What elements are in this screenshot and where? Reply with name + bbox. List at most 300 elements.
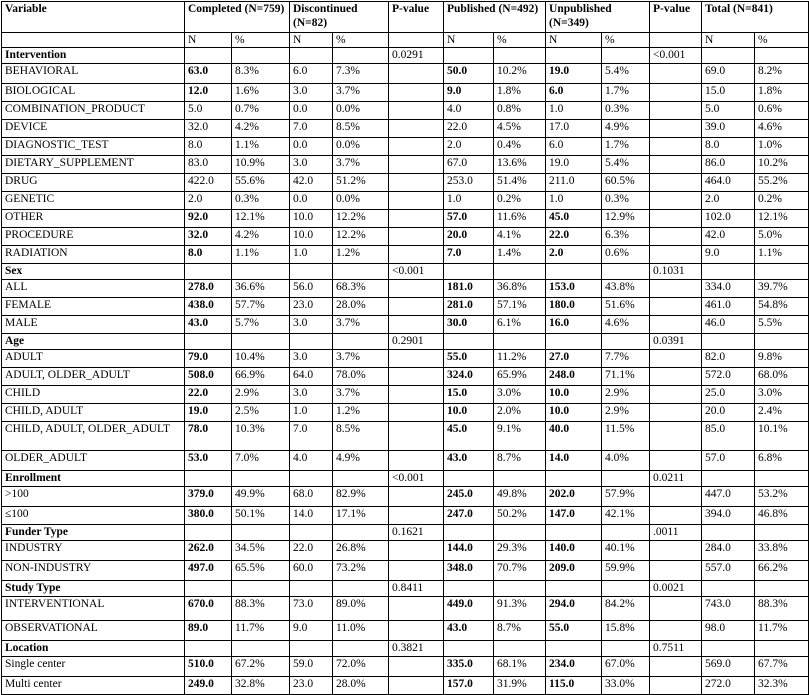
subheader-pct: % — [333, 33, 389, 48]
unpublished-n: 209.0 — [546, 561, 602, 581]
total-pct: 4.6% — [755, 120, 809, 138]
published-pct: 70.7% — [494, 561, 546, 581]
total-pct: 54.8% — [755, 298, 809, 316]
row-label: ≤100 — [2, 507, 185, 525]
empty-cell — [650, 138, 702, 156]
empty-cell — [650, 316, 702, 334]
empty-cell — [602, 48, 650, 64]
unpublished-pct: 57.9% — [602, 487, 650, 507]
table-row — [2, 386, 809, 404]
total-n: 42.0 — [702, 228, 755, 246]
header-variable: Variable — [2, 2, 185, 33]
empty-cell — [650, 597, 702, 621]
total-n: 5.0 — [702, 102, 755, 120]
unpublished-pct: 59.9% — [602, 561, 650, 581]
empty-cell — [389, 316, 444, 334]
empty-cell — [755, 641, 809, 657]
completed-n: 92.0 — [185, 210, 232, 228]
section-pvalue-1: 0.2901 — [389, 334, 444, 350]
total-n: 39.0 — [702, 120, 755, 138]
empty-cell — [389, 246, 444, 264]
completed-n: 670.0 — [185, 597, 232, 621]
published-n: 4.0 — [444, 102, 494, 120]
published-n: 348.0 — [444, 561, 494, 581]
discontinued-pct: 78.0% — [333, 368, 389, 386]
discontinued-n: 3.0 — [290, 350, 333, 368]
empty-cell — [389, 174, 444, 192]
published-n: 67.0 — [444, 156, 494, 174]
published-n: 1.0 — [444, 192, 494, 210]
table-row — [2, 451, 809, 471]
empty-cell — [185, 641, 232, 657]
subheader-pct: % — [232, 33, 290, 48]
unpublished-n: 211.0 — [546, 174, 602, 192]
completed-n: 78.0 — [185, 422, 232, 451]
unpublished-n: 115.0 — [546, 677, 602, 695]
discontinued-pct: 28.0% — [333, 298, 389, 316]
unpublished-pct: 2.9% — [602, 386, 650, 404]
total-pct: 33.8% — [755, 541, 809, 561]
empty-cell — [185, 264, 232, 280]
completed-pct: 32.8% — [232, 677, 290, 695]
completed-pct: 7.0% — [232, 451, 290, 471]
empty-cell — [702, 581, 755, 597]
completed-pct: 10.4% — [232, 350, 290, 368]
discontinued-n: 22.0 — [290, 541, 333, 561]
discontinued-pct: 0.0% — [333, 192, 389, 210]
total-pct: 67.7% — [755, 657, 809, 677]
discontinued-pct: 68.3% — [333, 280, 389, 298]
subheader-empty — [389, 33, 444, 48]
section-title: Funder Type — [2, 525, 185, 541]
empty-cell — [546, 48, 602, 64]
empty-cell — [389, 597, 444, 621]
discontinued-n: 7.0 — [290, 120, 333, 138]
unpublished-pct: 15.8% — [602, 621, 650, 641]
empty-cell — [650, 192, 702, 210]
empty-cell — [650, 487, 702, 507]
discontinued-pct: 3.7% — [333, 386, 389, 404]
published-n: 7.0 — [444, 246, 494, 264]
completed-n: 53.0 — [185, 451, 232, 471]
completed-pct: 65.5% — [232, 561, 290, 581]
empty-cell — [290, 471, 333, 487]
empty-cell — [702, 334, 755, 350]
empty-cell — [702, 264, 755, 280]
completed-pct: 8.3% — [232, 64, 290, 84]
discontinued-pct: 51.2% — [333, 174, 389, 192]
discontinued-pct: 73.2% — [333, 561, 389, 581]
unpublished-pct: 0.3% — [602, 102, 650, 120]
row-label: INTERVENTIONAL — [2, 597, 185, 621]
discontinued-pct: 82.9% — [333, 487, 389, 507]
empty-cell — [494, 581, 546, 597]
published-pct: 1.4% — [494, 246, 546, 264]
empty-cell — [232, 641, 290, 657]
published-pct: 4.5% — [494, 120, 546, 138]
completed-pct: 10.3% — [232, 422, 290, 451]
unpublished-n: 234.0 — [546, 657, 602, 677]
data-table — [1, 1, 809, 695]
empty-cell — [755, 581, 809, 597]
unpublished-n: 294.0 — [546, 597, 602, 621]
subheader-n: N — [444, 33, 494, 48]
unpublished-pct: 4.6% — [602, 316, 650, 334]
completed-pct: 49.9% — [232, 487, 290, 507]
total-n: 98.0 — [702, 621, 755, 641]
discontinued-n: 73.0 — [290, 597, 333, 621]
discontinued-pct: 4.9% — [333, 451, 389, 471]
unpublished-n: 10.0 — [546, 386, 602, 404]
empty-cell — [333, 264, 389, 280]
published-n: 335.0 — [444, 657, 494, 677]
table-row — [2, 404, 809, 422]
table-row — [2, 102, 809, 120]
published-pct: 91.3% — [494, 597, 546, 621]
header-pvalue-2: P-value — [650, 2, 702, 33]
empty-cell — [389, 657, 444, 677]
published-n: 144.0 — [444, 541, 494, 561]
total-n: 284.0 — [702, 541, 755, 561]
unpublished-n: 27.0 — [546, 350, 602, 368]
section-pvalue-1: <0.001 — [389, 264, 444, 280]
empty-cell — [602, 471, 650, 487]
total-pct: 8.2% — [755, 64, 809, 84]
discontinued-pct: 89.0% — [333, 597, 389, 621]
empty-cell — [290, 48, 333, 64]
unpublished-n: 1.0 — [546, 192, 602, 210]
row-label: DIETARY_SUPPLEMENT — [2, 156, 185, 174]
discontinued-pct: 7.3% — [333, 64, 389, 84]
published-n: 10.0 — [444, 404, 494, 422]
completed-n: 262.0 — [185, 541, 232, 561]
empty-cell — [389, 451, 444, 471]
unpublished-n: 10.0 — [546, 404, 602, 422]
total-pct: 12.1% — [755, 210, 809, 228]
empty-cell — [702, 471, 755, 487]
published-pct: 3.0% — [494, 386, 546, 404]
total-pct: 88.3% — [755, 597, 809, 621]
total-n: 394.0 — [702, 507, 755, 525]
empty-cell — [389, 386, 444, 404]
discontinued-pct: 3.7% — [333, 156, 389, 174]
published-n: 22.0 — [444, 120, 494, 138]
empty-cell — [650, 677, 702, 695]
row-label: OTHER — [2, 210, 185, 228]
discontinued-pct: 12.2% — [333, 210, 389, 228]
discontinued-pct: 17.1% — [333, 507, 389, 525]
discontinued-pct: 3.7% — [333, 316, 389, 334]
empty-cell — [389, 64, 444, 84]
section-row — [2, 334, 809, 350]
published-n: 43.0 — [444, 621, 494, 641]
discontinued-n: 59.0 — [290, 657, 333, 677]
empty-cell — [494, 525, 546, 541]
published-pct: 11.2% — [494, 350, 546, 368]
row-label: OBSERVATIONAL — [2, 621, 185, 641]
header-pvalue-1: P-value — [389, 2, 444, 33]
completed-n: 422.0 — [185, 174, 232, 192]
published-n: 253.0 — [444, 174, 494, 192]
empty-cell — [755, 48, 809, 64]
total-pct: 39.7% — [755, 280, 809, 298]
unpublished-n: 6.0 — [546, 138, 602, 156]
discontinued-pct: 3.7% — [333, 350, 389, 368]
empty-cell — [546, 334, 602, 350]
unpublished-pct: 1.7% — [602, 138, 650, 156]
published-n: 281.0 — [444, 298, 494, 316]
total-pct: 53.2% — [755, 487, 809, 507]
table-row — [2, 677, 809, 695]
table-row — [2, 316, 809, 334]
discontinued-n: 1.0 — [290, 246, 333, 264]
header-completed: Completed (N=759) — [185, 2, 290, 33]
empty-cell — [650, 280, 702, 298]
empty-cell — [185, 48, 232, 64]
completed-n: 438.0 — [185, 298, 232, 316]
empty-cell — [389, 298, 444, 316]
empty-cell — [650, 174, 702, 192]
completed-pct: 0.7% — [232, 102, 290, 120]
total-pct: 1.0% — [755, 138, 809, 156]
discontinued-n: 56.0 — [290, 280, 333, 298]
unpublished-pct: 5.4% — [602, 64, 650, 84]
unpublished-n: 6.0 — [546, 84, 602, 102]
completed-pct: 67.2% — [232, 657, 290, 677]
completed-pct: 4.2% — [232, 228, 290, 246]
completed-n: 278.0 — [185, 280, 232, 298]
discontinued-n: 7.0 — [290, 422, 333, 451]
empty-cell — [650, 657, 702, 677]
subheader-n: N — [185, 33, 232, 48]
published-n: 15.0 — [444, 386, 494, 404]
empty-cell — [650, 404, 702, 422]
empty-cell — [444, 525, 494, 541]
table-body — [2, 48, 809, 695]
empty-cell — [546, 641, 602, 657]
completed-pct: 55.6% — [232, 174, 290, 192]
discontinued-pct: 28.0% — [333, 677, 389, 695]
empty-cell — [389, 404, 444, 422]
section-title: Location — [2, 641, 185, 657]
total-n: 743.0 — [702, 597, 755, 621]
unpublished-n: 248.0 — [546, 368, 602, 386]
completed-pct: 57.7% — [232, 298, 290, 316]
subheader-row — [2, 33, 809, 48]
empty-cell — [444, 641, 494, 657]
unpublished-pct: 43.8% — [602, 280, 650, 298]
unpublished-pct: 7.7% — [602, 350, 650, 368]
discontinued-pct: 26.8% — [333, 541, 389, 561]
unpublished-n: 140.0 — [546, 541, 602, 561]
empty-cell — [650, 350, 702, 368]
empty-cell — [389, 368, 444, 386]
completed-n: 32.0 — [185, 228, 232, 246]
section-row — [2, 525, 809, 541]
empty-cell — [333, 581, 389, 597]
published-pct: 57.1% — [494, 298, 546, 316]
published-pct: 51.4% — [494, 174, 546, 192]
total-pct: 10.1% — [755, 422, 809, 451]
empty-cell — [650, 298, 702, 316]
completed-n: 19.0 — [185, 404, 232, 422]
empty-cell — [185, 334, 232, 350]
unpublished-pct: 51.6% — [602, 298, 650, 316]
discontinued-pct: 8.5% — [333, 422, 389, 451]
table-row — [2, 561, 809, 581]
row-label: GENETIC — [2, 192, 185, 210]
unpublished-pct: 11.5% — [602, 422, 650, 451]
completed-pct: 12.1% — [232, 210, 290, 228]
published-n: 9.0 — [444, 84, 494, 102]
discontinued-pct: 8.5% — [333, 120, 389, 138]
empty-cell — [755, 334, 809, 350]
completed-pct: 2.9% — [232, 386, 290, 404]
section-pvalue-1: <0.001 — [389, 471, 444, 487]
discontinued-n: 3.0 — [290, 386, 333, 404]
empty-cell — [650, 561, 702, 581]
total-n: 9.0 — [702, 246, 755, 264]
row-label: COMBINATION_PRODUCT — [2, 102, 185, 120]
discontinued-pct: 1.2% — [333, 246, 389, 264]
published-pct: 50.2% — [494, 507, 546, 525]
discontinued-n: 0.0 — [290, 138, 333, 156]
total-pct: 0.6% — [755, 102, 809, 120]
completed-pct: 11.7% — [232, 621, 290, 641]
header-unpublished: Unpublished (N=349) — [546, 2, 650, 33]
empty-cell — [650, 246, 702, 264]
published-pct: 0.2% — [494, 192, 546, 210]
section-row — [2, 48, 809, 64]
total-n: 86.0 — [702, 156, 755, 174]
row-label: NON-INDUSTRY — [2, 561, 185, 581]
empty-cell — [232, 264, 290, 280]
section-pvalue-1: 0.1621 — [389, 525, 444, 541]
completed-n: 2.0 — [185, 192, 232, 210]
section-pvalue-2: 0.0211 — [650, 471, 702, 487]
subheader-n: N — [702, 33, 755, 48]
total-n: 8.0 — [702, 138, 755, 156]
published-pct: 49.8% — [494, 487, 546, 507]
unpublished-n: 17.0 — [546, 120, 602, 138]
empty-cell — [232, 334, 290, 350]
empty-cell — [650, 156, 702, 174]
completed-n: 8.0 — [185, 246, 232, 264]
published-pct: 36.8% — [494, 280, 546, 298]
discontinued-n: 3.0 — [290, 84, 333, 102]
unpublished-n: 45.0 — [546, 210, 602, 228]
row-label: INDUSTRY — [2, 541, 185, 561]
table-row — [2, 210, 809, 228]
row-label: DRUG — [2, 174, 185, 192]
total-n: 85.0 — [702, 422, 755, 451]
section-title: Sex — [2, 264, 185, 280]
empty-cell — [650, 621, 702, 641]
empty-cell — [333, 48, 389, 64]
total-pct: 0.2% — [755, 192, 809, 210]
completed-n: 22.0 — [185, 386, 232, 404]
empty-cell — [333, 641, 389, 657]
completed-n: 508.0 — [185, 368, 232, 386]
row-label: RADIATION — [2, 246, 185, 264]
completed-n: 12.0 — [185, 84, 232, 102]
table-row — [2, 507, 809, 525]
published-pct: 65.9% — [494, 368, 546, 386]
unpublished-pct: 67.0% — [602, 657, 650, 677]
unpublished-pct: 12.9% — [602, 210, 650, 228]
completed-n: 497.0 — [185, 561, 232, 581]
completed-pct: 1.6% — [232, 84, 290, 102]
total-pct: 11.7% — [755, 621, 809, 641]
empty-cell — [444, 48, 494, 64]
table-row — [2, 120, 809, 138]
unpublished-n: 40.0 — [546, 422, 602, 451]
section-pvalue-1: 0.3821 — [389, 641, 444, 657]
total-pct: 2.4% — [755, 404, 809, 422]
table-row — [2, 621, 809, 641]
empty-cell — [389, 507, 444, 525]
discontinued-n: 10.0 — [290, 210, 333, 228]
empty-cell — [185, 581, 232, 597]
section-title: Age — [2, 334, 185, 350]
unpublished-n: 22.0 — [546, 228, 602, 246]
empty-cell — [389, 487, 444, 507]
unpublished-n: 19.0 — [546, 156, 602, 174]
published-pct: 0.8% — [494, 102, 546, 120]
empty-cell — [333, 334, 389, 350]
discontinued-n: 23.0 — [290, 298, 333, 316]
row-label: CHILD — [2, 386, 185, 404]
published-n: 181.0 — [444, 280, 494, 298]
published-n: 57.0 — [444, 210, 494, 228]
published-n: 2.0 — [444, 138, 494, 156]
table-row — [2, 192, 809, 210]
completed-n: 32.0 — [185, 120, 232, 138]
published-pct: 9.1% — [494, 422, 546, 451]
header-row — [2, 2, 809, 33]
completed-n: 79.0 — [185, 350, 232, 368]
total-n: 25.0 — [702, 386, 755, 404]
empty-cell — [389, 120, 444, 138]
published-pct: 10.2% — [494, 64, 546, 84]
published-pct: 8.7% — [494, 451, 546, 471]
empty-cell — [389, 280, 444, 298]
table-row — [2, 228, 809, 246]
header-discontinued: Discontinued (N=82) — [290, 2, 389, 33]
section-row — [2, 471, 809, 487]
discontinued-pct: 0.0% — [333, 102, 389, 120]
total-pct: 32.3% — [755, 677, 809, 695]
total-n: 557.0 — [702, 561, 755, 581]
total-n: 461.0 — [702, 298, 755, 316]
unpublished-n: 147.0 — [546, 507, 602, 525]
empty-cell — [702, 525, 755, 541]
completed-n: 510.0 — [185, 657, 232, 677]
section-pvalue-1: 0.8411 — [389, 581, 444, 597]
total-n: 447.0 — [702, 487, 755, 507]
row-label: OLDER_ADULT — [2, 451, 185, 471]
empty-cell — [602, 581, 650, 597]
empty-cell — [494, 264, 546, 280]
empty-cell — [389, 541, 444, 561]
total-pct: 10.2% — [755, 156, 809, 174]
total-pct: 66.2% — [755, 561, 809, 581]
empty-cell — [232, 581, 290, 597]
subheader-empty — [650, 33, 702, 48]
empty-cell — [602, 264, 650, 280]
unpublished-n: 180.0 — [546, 298, 602, 316]
total-n: 57.0 — [702, 451, 755, 471]
